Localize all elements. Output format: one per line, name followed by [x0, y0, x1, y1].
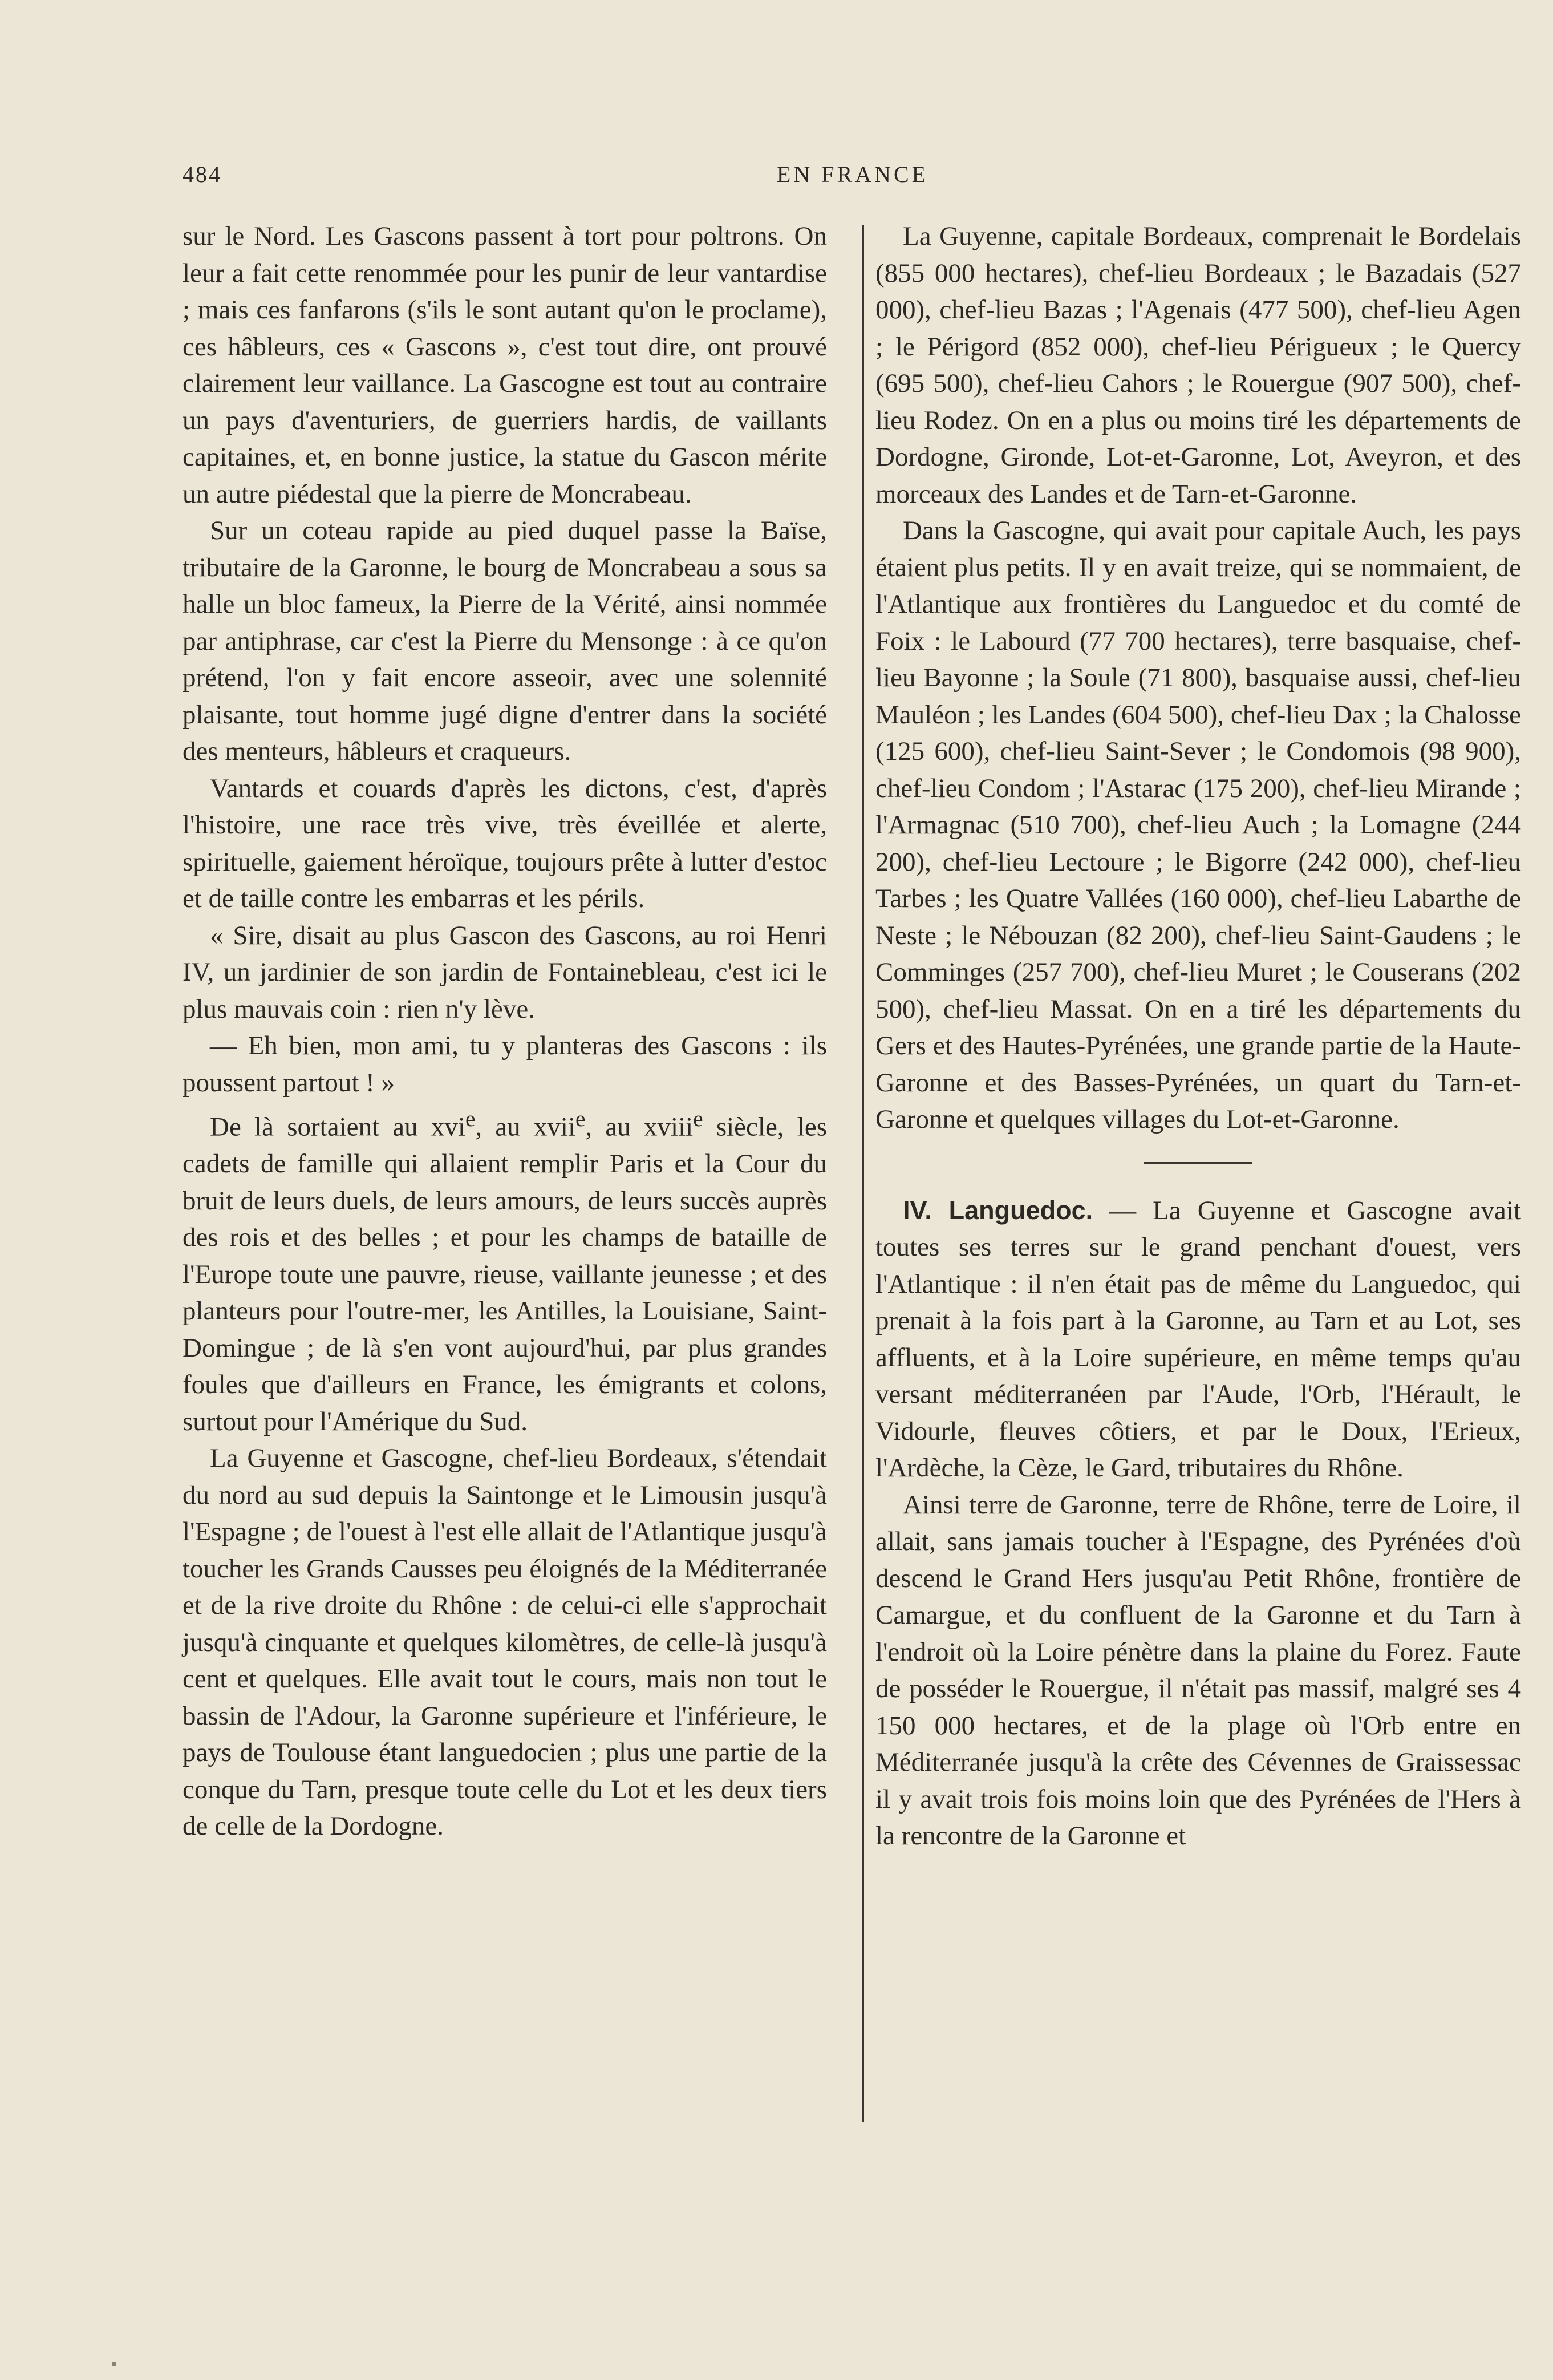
running-title: EN FRANCE	[776, 161, 929, 187]
right-column	[875, 218, 1521, 1855]
paragraph-text: De là sortaient au xvi	[210, 1112, 465, 1142]
section-separator	[1144, 1162, 1252, 1164]
paragraph-text: siècle, les cadets de famille qui allaient remplir Paris et la Cour du bruit de leurs duels, de leurs amours, de leurs succès auprès des rois et des belles ; et pour les champs de bataille de l'Europe toute une pauvre, rieuse, vaillante jeunesse ; et des planteurs pour l'outre-mer, les Antilles, la Louisiane, Saint-Domingue ; de là s'en vont aujourd'hui, par plus grandes foules que d'ailleurs en France, les émigrants et colons, surtout pour l'Amérique du Sud.	[183, 1112, 827, 1436]
section-heading: IV. Languedoc.	[903, 1195, 1093, 1225]
paragraph	[183, 1101, 827, 1440]
paragraph: Dans la Gascogne, qui avait pour capitale Auch, les pays étaient plus petits. Il y en avait treize, qui se nommaient, de l'Atlantique aux frontières du Languedoc et du comté de Foix : le Labourd (77 700 hectares), terre basquaise, chef-lieu Bayonne ; la Soule (71 800), basquaise aussi, chef-lieu Mauléon ; les Landes (604 500), chef-lieu Dax ; la Chalosse (125 600), chef-lieu Saint-Sever ; le Condomois (98 900), chef-lieu Condom ; l'Astarac (175 200), chef-lieu Mirande ; l'Armagnac (510 700), chef-lieu Auch ; la Lomagne (244 200), chef-lieu Lectoure ; le Bigorre (242 000), chef-lieu Tarbes ; les Quatre Vallées (160 000), chef-lieu Labarthe de Neste ; le Nébouzan (82 200), chef-lieu Saint-Gaudens ; le Comminges (257 700), chef-lieu Muret ; le Couserans (202 500), chef-lieu Massat. On en a tiré les départements du Gers et des Hautes-Pyrénées, une grande partie de la Haute-Garonne et des Basses-Pyrénées, un quart du Tarn-et-Garonne et quelques villages du Lot-et-Garonne.	[875, 516, 1521, 1134]
ink-speck	[112, 2362, 116, 2366]
superscript: e	[575, 1107, 586, 1131]
paragraph: — Eh bien, mon ami, tu y planteras des Gascons : ils poussent partout ! »	[183, 1031, 827, 1098]
page-number: 484	[183, 161, 222, 187]
paragraph	[875, 1192, 1521, 1487]
paragraph-text: — La Guyenne et Gascogne avait toutes ses terres sur le grand penchant d'ouest, vers l'Atlantique : il n'en était pas de même du Languedoc, qui prenait à la fois part à la Garonne, au Tarn et au Lot, ses affluents, et à la Loire supérieure, en même temps qu'au versant méditerranéen par l'Aude, l'Orb, l'Hérault, le Vidourle, fleuves côtiers, et par le Doux, l'Erieux, l'Ardèche, la Cèze, le Gard, tributaires du Rhône.	[875, 1195, 1521, 1483]
paragraph-text: , au xvii	[475, 1112, 576, 1142]
paragraph: Ainsi terre de Garonne, terre de Rhône, terre de Loire, il allait, sans jamais toucher à l'Espagne, des Pyrénées d'où descend le Grand Hers jusqu'au Petit Rhône, frontière de Camargue, et du confluent de la Garonne et du Tarn à l'endroit où la Loire pénètre dans la plaine du Forez. Faute de posséder le Rouergue, il n'était pas massif, malgré ses 4 150 000 hectares, et de la plage où l'Orb entre en Méditerranée jusqu'à la crête des Cévennes de Graissessac il y avait trois fois moins loin que des Pyrénées de l'Hers à la rencontre de la Garonne et	[875, 1489, 1521, 1851]
superscript: e	[693, 1107, 703, 1131]
paragraph: sur le Nord. Les Gascons passent à tort pour poltrons. On leur a fait cette renommée pour les punir de leur vantardise ; mais ces fanfarons (s'ils le sont autant qu'on le proclame), ces hâbleurs, ces « Gascons », c'est tout dire, ont prouvé clairement leur vaillance. La Gascogne est tout au contraire un pays d'aventuriers, de guerriers hardis, de vaillants capitaines, et, en bonne justice, la statue du Gascon mérite un autre piédestal que la pierre de Moncrabeau.	[183, 221, 827, 509]
paragraph-text: , au xviii	[585, 1112, 694, 1142]
left-column	[183, 218, 827, 1845]
paragraph: « Sire, disait au plus Gascon des Gascons, au roi Henri IV, un jardinier de son jardin de Fontainebleau, c'est ici le plus mauvais coin : rien n'y lève.	[183, 920, 827, 1024]
paragraph: Sur un coteau rapide au pied duquel passe la Baïse, tributaire de la Garonne, le bourg de Moncrabeau a sous sa halle un bloc fameux, la Pierre de la Vérité, ainsi nommée par antiphrase, car c'est la Pierre du Mensonge : à ce qu'on prétend, l'on y fait encore asseoir, avec une solennité plaisante, tout homme jugé digne d'entrer dans la société des menteurs, hâbleurs et craqueurs.	[183, 516, 827, 766]
page-header	[183, 161, 1523, 195]
column-divider	[862, 225, 864, 2122]
paragraph: La Guyenne, capitale Bordeaux, comprenait le Bordelais (855 000 hectares), chef-lieu Bordeaux ; le Bazadais (527 000), chef-lieu Bazas ; l'Agenais (477 500), chef-lieu Agen ; le Périgord (852 000), chef-lieu Périgueux ; le Quercy (695 500), chef-lieu Cahors ; le Rouergue (907 500), chef-lieu Rodez. On en a plus ou moins tiré les départements de Dordogne, Gironde, Lot-et-Garonne, Lot, Aveyron, et des morceaux des Landes et de Tarn-et-Garonne.	[875, 221, 1521, 509]
paragraph: La Guyenne et Gascogne, chef-lieu Bordeaux, s'étendait du nord au sud depuis la Saintonge et le Limousin jusqu'à l'Espagne ; de l'ouest à l'est elle allait de l'Atlantique jusqu'à toucher les Grands Causses peu éloignés de la Méditerranée et de la rive droite du Rhône : de celui-ci elle s'approchait jusqu'à cinquante et quelques kilomètres, de celle-là jusqu'à cent et quelques. Elle avait tout le cours, mais non tout le bassin de l'Adour, la Garonne supérieure et l'inférieure, le pays de Toulouse étant languedocien ; plus une partie de la conque du Tarn, presque toute celle du Lot et les deux tiers de celle de la Dordogne.	[183, 1443, 827, 1841]
paragraph: Vantards et couards d'après les dictons, c'est, d'après l'histoire, une race très vive, très éveillée et alerte, spirituelle, gaiement héroïque, toujours prête à lutter d'estoc et de taille contre les embarras et les périls.	[183, 773, 827, 913]
superscript: e	[465, 1107, 476, 1131]
